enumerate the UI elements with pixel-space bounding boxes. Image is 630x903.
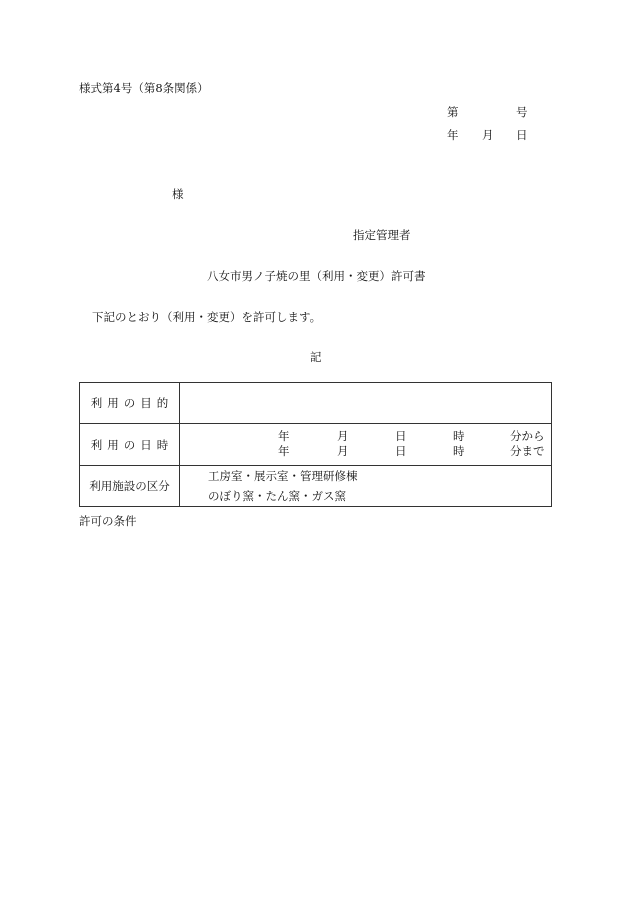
issuer: 指定管理者 bbox=[353, 228, 411, 242]
to-hour: 時 bbox=[453, 444, 465, 458]
doc-number-go: 号 bbox=[516, 105, 528, 119]
document-title: 八女市男ノ子焼の里（利用・変更）許可書 bbox=[207, 269, 426, 283]
addressee-suffix: 様 bbox=[172, 187, 184, 201]
purpose-label: 利用の目的 bbox=[90, 396, 174, 410]
from-minute: 分から bbox=[510, 429, 545, 443]
datetime-label: 利用の日時 bbox=[90, 437, 174, 452]
from-month: 月 bbox=[337, 429, 349, 443]
purpose-value bbox=[180, 383, 552, 424]
form-number: 様式第4号（第8条関係） bbox=[79, 81, 209, 95]
date-month: 月 bbox=[482, 128, 494, 142]
date-year: 年 bbox=[447, 128, 459, 142]
doc-number-dai: 第 bbox=[447, 105, 459, 119]
date-day: 日 bbox=[516, 128, 528, 142]
from-hour: 時 bbox=[453, 429, 465, 443]
conditions-label: 許可の条件 bbox=[79, 514, 137, 528]
body-text: 下記のとおり（利用・変更）を許可します。 bbox=[92, 310, 322, 324]
facility-line-2: のぼり窯・たん窯・ガス窯 bbox=[208, 489, 346, 503]
ki-heading: 記 bbox=[310, 350, 322, 364]
table-row-facility bbox=[80, 466, 552, 507]
permit-table bbox=[79, 382, 552, 507]
to-month: 月 bbox=[337, 444, 349, 458]
facility-line-1: 工房室・展示室・管理研修棟 bbox=[208, 469, 358, 483]
to-day: 日 bbox=[395, 444, 407, 458]
facility-label: 利用施設の区分 bbox=[89, 479, 170, 493]
facility-value bbox=[180, 466, 552, 507]
datetime-value bbox=[180, 424, 552, 466]
to-year: 年 bbox=[278, 444, 290, 458]
to-minute: 分まで bbox=[510, 444, 545, 458]
table-row-datetime bbox=[80, 424, 552, 466]
table-row-purpose bbox=[80, 383, 552, 424]
from-day: 日 bbox=[395, 429, 407, 443]
from-year: 年 bbox=[278, 429, 290, 443]
